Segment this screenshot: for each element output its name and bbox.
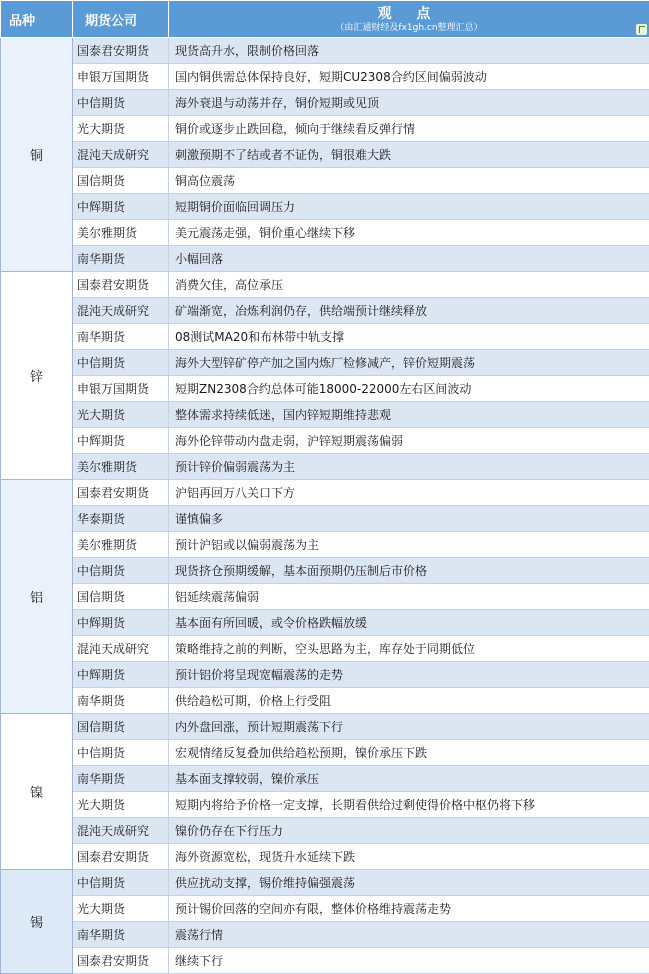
- view-cell: 短期铜价面临回调压力: [169, 194, 649, 220]
- view-cell: 铜价或逐步止跌回稳，倾向于继续看反弹行情: [169, 116, 649, 142]
- t-icon: [636, 24, 647, 35]
- header-company: 期货公司: [73, 1, 169, 38]
- company-cell: 国泰君安期货: [73, 948, 169, 974]
- company-cell: 中信期货: [73, 558, 169, 584]
- view-cell: 预计锌价偏弱震荡为主: [169, 454, 649, 480]
- company-cell: 美尔雅期货: [73, 454, 169, 480]
- header-row: [1, 1, 649, 38]
- table-row: [1, 64, 649, 90]
- table-row: [1, 844, 649, 870]
- company-cell: 南华期货: [73, 766, 169, 792]
- company-cell: 中信期货: [73, 350, 169, 376]
- table-row: [1, 480, 649, 506]
- company-cell: 混沌天成研究: [73, 142, 169, 168]
- view-cell: 海外衰退与动荡并存，铜价短期或见顶: [169, 90, 649, 116]
- table-row: [1, 636, 649, 662]
- company-cell: 光大期货: [73, 116, 169, 142]
- view-cell: 08测试MA20和布林带中轨支撑: [169, 324, 649, 350]
- header-view: [169, 1, 649, 38]
- view-cell: 海外大型锌矿停产加之国内炼厂检修减产，锌价短期震荡: [169, 350, 649, 376]
- table-row: [1, 896, 649, 922]
- company-cell: 中信期货: [73, 870, 169, 896]
- view-cell: 基本面有所回暖，或令价格跌幅放缓: [169, 610, 649, 636]
- company-cell: 混沌天成研究: [73, 818, 169, 844]
- table-row: [1, 792, 649, 818]
- view-cell: 现货高升水，限制价格回落: [169, 38, 649, 64]
- company-cell: 美尔雅期货: [73, 532, 169, 558]
- view-cell: 宏观情绪反复叠加供给趋松预期，镍价承压下跌: [169, 740, 649, 766]
- company-cell: 混沌天成研究: [73, 636, 169, 662]
- view-cell: 供给趋松可期，价格上行受阻: [169, 688, 649, 714]
- view-cell: 刺激预期不了结或者不证伪，铜很难大跌: [169, 142, 649, 168]
- view-cell: 沪铝再回万八关口下方: [169, 480, 649, 506]
- table-row: [1, 584, 649, 610]
- view-cell: 谨慎偏多: [169, 506, 649, 532]
- table-row: [1, 90, 649, 116]
- company-cell: 中辉期货: [73, 662, 169, 688]
- company-cell: 中辉期货: [73, 610, 169, 636]
- header-variety: 品种: [1, 1, 73, 38]
- company-cell: 南华期货: [73, 688, 169, 714]
- table-row: [1, 740, 649, 766]
- table-row: [1, 688, 649, 714]
- company-cell: 中信期货: [73, 740, 169, 766]
- table-row: [1, 194, 649, 220]
- table-row: [1, 272, 649, 298]
- view-cell: 海外伦锌带动内盘走弱，沪锌短期震荡偏弱: [169, 428, 649, 454]
- company-cell: 申银万国期货: [73, 64, 169, 90]
- variety-cell: 铜: [1, 38, 73, 272]
- view-cell: 预计沪铝或以偏弱震荡为主: [169, 532, 649, 558]
- view-cell: 铜高位震荡: [169, 168, 649, 194]
- table-row: [1, 714, 649, 740]
- company-cell: 国泰君安期货: [73, 480, 169, 506]
- company-cell: 美尔雅期货: [73, 220, 169, 246]
- company-cell: 中辉期货: [73, 194, 169, 220]
- company-cell: 国信期货: [73, 168, 169, 194]
- company-cell: 南华期货: [73, 324, 169, 350]
- table-row: [1, 38, 649, 64]
- table-row: [1, 922, 649, 948]
- header-view-title: 观 点: [377, 5, 441, 22]
- company-cell: 南华期货: [73, 246, 169, 272]
- table-row: [1, 454, 649, 480]
- view-cell: 震荡行情: [169, 922, 649, 948]
- table-row: [1, 324, 649, 350]
- table-body: [1, 38, 649, 974]
- table-row: [1, 298, 649, 324]
- view-cell: 现货挤仓预期缓解，基本面预期仍压制后市价格: [169, 558, 649, 584]
- header-view-subtitle: （由汇通财经及fx1gh.cn整理汇总）: [335, 22, 483, 33]
- view-cell: 基本面支撑较弱，镍价承压: [169, 766, 649, 792]
- table-row: [1, 870, 649, 896]
- company-cell: 光大期货: [73, 896, 169, 922]
- view-cell: 短期内将给予价格一定支撑，长期看供给过剩使得价格中枢仍将下移: [169, 792, 649, 818]
- view-cell: 矿端渐宽，冶炼利润仍存，供给端预计继续释放: [169, 298, 649, 324]
- table-row: [1, 766, 649, 792]
- table-row: [1, 220, 649, 246]
- view-cell: 短期ZN2308合约总体可能18000-22000左右区间波动: [169, 376, 649, 402]
- table-row: [1, 142, 649, 168]
- view-cell: 国内铜供需总体保持良好，短期CU2308合约区间偏弱波动: [169, 64, 649, 90]
- company-cell: 南华期货: [73, 922, 169, 948]
- view-cell: 策略维持之前的判断，空头思路为主，库存处于同期低位: [169, 636, 649, 662]
- view-cell: 预计铝价将呈现宽幅震荡的走势: [169, 662, 649, 688]
- variety-cell: 镍: [1, 714, 73, 870]
- company-cell: 中辉期货: [73, 428, 169, 454]
- view-cell: 镍价仍存在下行压力: [169, 818, 649, 844]
- company-cell: 中信期货: [73, 90, 169, 116]
- variety-cell: 锡: [1, 870, 73, 974]
- table-row: [1, 402, 649, 428]
- view-cell: 美元震荡走强，铜价重心继续下移: [169, 220, 649, 246]
- variety-cell: 铝: [1, 480, 73, 714]
- view-cell: 继续下行: [169, 948, 649, 974]
- view-cell: 预计锡价回落的空间亦有限，整体价格维持震荡走势: [169, 896, 649, 922]
- view-cell: 内外盘回涨，预计短期震荡下行: [169, 714, 649, 740]
- table-row: [1, 116, 649, 142]
- table-row: [1, 532, 649, 558]
- table-row: [1, 558, 649, 584]
- view-cell: 小幅回落: [169, 246, 649, 272]
- company-cell: 光大期货: [73, 792, 169, 818]
- view-cell: 供应扰动支撑，锡价维持偏强震荡: [169, 870, 649, 896]
- table-row: [1, 506, 649, 532]
- company-cell: 国泰君安期货: [73, 272, 169, 298]
- table-row: [1, 246, 649, 272]
- view-cell: 消费欠佳，高位承压: [169, 272, 649, 298]
- company-cell: 国泰君安期货: [73, 844, 169, 870]
- table-row: [1, 818, 649, 844]
- company-cell: 国信期货: [73, 584, 169, 610]
- variety-cell: 锌: [1, 272, 73, 480]
- table-row: [1, 610, 649, 636]
- table-row: [1, 350, 649, 376]
- company-cell: 国泰君安期货: [73, 38, 169, 64]
- view-cell: 海外资源宽松，现货升水延续下跌: [169, 844, 649, 870]
- company-cell: 申银万国期货: [73, 376, 169, 402]
- company-cell: 混沌天成研究: [73, 298, 169, 324]
- view-cell: 铝延续震荡偏弱: [169, 584, 649, 610]
- company-cell: 华泰期货: [73, 506, 169, 532]
- table-row: [1, 662, 649, 688]
- view-cell: 整体需求持续低迷，国内锌短期维持悲观: [169, 402, 649, 428]
- company-cell: 光大期货: [73, 402, 169, 428]
- table-row: [1, 168, 649, 194]
- table-row: [1, 428, 649, 454]
- company-cell: 国信期货: [73, 714, 169, 740]
- table-row: [1, 948, 649, 974]
- table-row: [1, 376, 649, 402]
